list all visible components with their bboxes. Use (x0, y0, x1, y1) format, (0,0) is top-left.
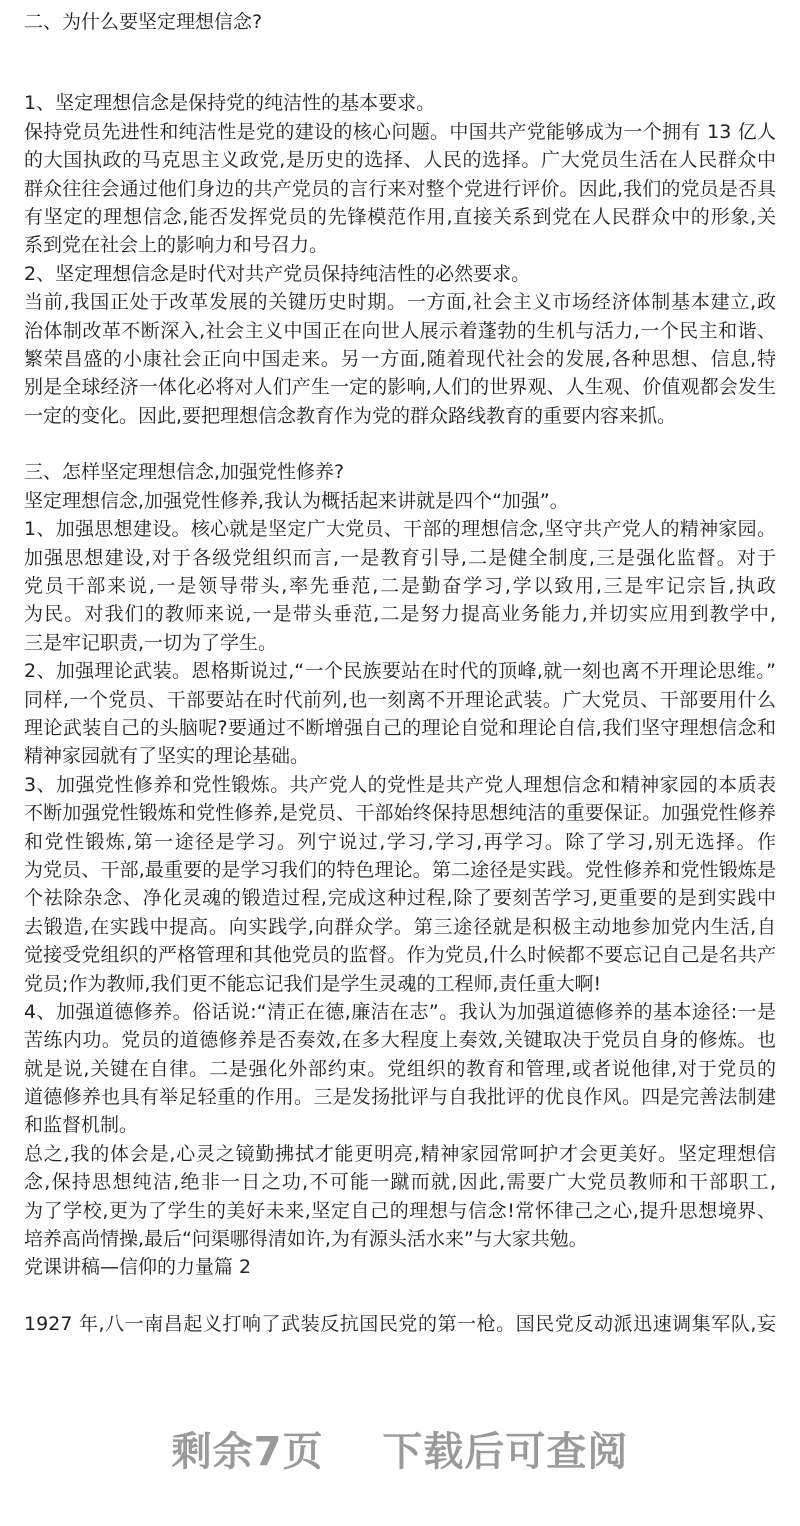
paragraph (24, 288, 776, 430)
text-line: 总之,我的体会是,心灵之镜勤拂拭才能更明亮,精神家园常呵护才会更美好。坚定理想信 (24, 1142, 776, 1165)
text-line: 为党员、干部,最重要的是学习我们的特色理论。第二途径是实践。党性修养和党性锻炼是 (24, 858, 776, 881)
text-line: 坚定理想信念,加强党性修养,我认为概括起来讲就是四个“加强”。 (24, 489, 569, 512)
text-line: 培养高尚情操,最后“问渠哪得清如许,为有源头活水来”与大家共勉。 (24, 1228, 588, 1251)
text-line: 的大国执政的马克思主义政党,是历史的选择、人民的选择。广大党员生活在人民群众中 (24, 149, 776, 172)
text-line: 治体制改革不断深入,社会主义中国正在向世人展示着蓬勃的生机与活力,一个民主和谐、 (24, 319, 776, 342)
remaining-pages-label: 剩余7页 (171, 1429, 324, 1475)
text-line: 1、坚定理想信念是保持党的纯洁性的基本要求。 (24, 92, 436, 115)
text-line: 党员干部来说,一是领导带头,率先垂范,二是勤奋学习,学以致用,三是牢记宗旨,执政 (24, 575, 776, 598)
text-line: 有坚定的理想信念,能否发挥党员的先锋模范作用,直接关系到党在人民群众中的形象,关 (24, 205, 776, 228)
text-line: 加强思想建设,对于各级党组织而言,一是教育引导,二是健全制度,三是强化监督。对于 (24, 546, 776, 569)
paragraph (24, 1140, 776, 1254)
text-line: 2、加强理论武装。恩格斯说过,“一个民族要站在时代的顶峰,就一刻也离不开理论思维。” (24, 660, 776, 683)
text-line: 三、怎样坚定理想信念,加强党性修养? (24, 461, 345, 484)
text-line: 觉接受党组织的严格管理和其他党员的监督。作为党员,什么时候都不要忘记自己是名共产 (24, 944, 776, 967)
text-line: 和监督机制。 (24, 1114, 139, 1137)
paragraph (24, 8, 776, 36)
paragraph (24, 118, 776, 260)
text-line: 2、坚定理想信念是时代对共产党员保持纯洁性的必然要求。 (24, 262, 531, 285)
text-line: 群众往往会通过他们身边的共产党员的言行来对整个党进行评价。因此,我们的党员是否具 (24, 177, 776, 200)
text-line: 去锻造,在实践中提高。向实践学,向群众学。第三途径就是积极主动地参加党内生活,自 (24, 915, 776, 938)
paragraph (24, 771, 776, 998)
text-line: 繁荣昌盛的小康社会正向中国走来。另一方面,随着现代社会的发展,各种思想、信息,特 (24, 347, 776, 370)
text-line: 理论武装自己的头脑呢?要通过不断增强自己的理论自觉和理论自信,我们坚守理想信念和 (24, 716, 776, 739)
paragraph (24, 515, 776, 657)
text-line: 1927 年,八一南昌起义打响了武装反抗国民党的第一枪。国民党反动派迅速调集军队,妄 (24, 1313, 776, 1336)
paragraph (24, 260, 776, 288)
text-line: 3、加强党性修养和党性锻炼。共产党人的党性是共产党人理想信念和精神家园的本质表 (24, 773, 776, 796)
text-line: 1、加强思想建设。核心就是坚定广大党员、干部的理想信念,坚守共产党人的精神家园。 (24, 518, 776, 541)
text-line: 个祛除杂念、净化灵魂的锻造过程,完成这种过程,除了要刻苦学习,更重要的是到实践中 (24, 887, 776, 910)
paragraph (24, 998, 776, 1140)
text-line: 一定的变化。因此,要把理想信念教育作为党的群众路线教育的重要内容来抓。 (24, 404, 677, 427)
text-line: 就是说,关键在自律。二是强化外部约束。党组织的教育和管理,或者说他律,对于党员的 (24, 1057, 776, 1080)
text-line: 为了学校,更为了学生的美好未来,坚定自己的理想与信念!常怀律己之心,提升思想境界、 (24, 1199, 776, 1222)
text-line: 别是全球经济一体化必将对人们产生一定的影响,人们的世界观、人生观、价值观都会发生 (24, 376, 776, 399)
text-line: 同样,一个党员、干部要站在时代前列,也一刻离不开理论武装。广大党员、干部要用什么 (24, 688, 776, 711)
paragraph (24, 1310, 776, 1338)
document-body (24, 8, 776, 1339)
text-line: 三是牢记职责,一切为了学生。 (24, 631, 278, 654)
download-prompt[interactable] (0, 1420, 800, 1477)
text-line: 当前,我国正处于改革发展的关键历史时期。一方面,社会主义市场经济体制基本建立,政 (24, 291, 776, 314)
text-line: 二、为什么要坚定理想信念? (24, 11, 263, 33)
download-to-view-label[interactable]: 下载后可查阅 (382, 1429, 629, 1475)
text-line: 党员;作为教师,我们更不能忘记我们是学生灵魂的工程师,责任重大啊! (24, 972, 602, 995)
text-line: 念,保持思想纯洁,绝非一日之功,不可能一蹴而就,因此,需要广大党员教师和干部职工, (24, 1171, 776, 1194)
blank-line (24, 36, 776, 89)
text-line: 不断加强党性锻炼和党性修养,是党员、干部始终保持思想纯洁的重要保证。加强党性修养 (24, 802, 776, 825)
text-line: 保持党员先进性和纯洁性是党的建设的核心问题。中国共产党能够成为一个拥有 13 亿人 (24, 120, 776, 143)
text-line: 苦练内功。党员的道德修养是否奏效,在多大程度上奏效,关键取决于党员自身的修炼。也 (24, 1029, 776, 1052)
text-line: 4、加强道德修养。俗话说:“清正在德,廉洁在志”。我认为加强道德修养的基本途径:一是 (24, 1000, 776, 1023)
blank-line (24, 430, 776, 458)
text-line: 精神家园就有了坚实的理论基础。 (24, 745, 310, 768)
text-line: 系到党在社会上的影响力和号召力。 (24, 234, 329, 257)
paragraph (24, 487, 776, 515)
text-line: 为民。对我们的教师来说,一是带头垂范,二是努力提高业务能力,并切实应用到教学中, (24, 603, 776, 626)
paragraph (24, 1253, 776, 1281)
text-line: 道德修养也具有举足轻重的作用。三是发扬批评与自我批评的优良作风。四是完善法制建 (24, 1086, 776, 1109)
blank-line (24, 1282, 776, 1310)
text-line: 党课讲稿—信仰的力量篇 2 (24, 1256, 252, 1279)
text-line: 和党性锻炼,第一途径是学习。列宁说过,学习,学习,再学习。除了学习,别无选择。作 (24, 830, 776, 853)
paragraph (24, 458, 776, 486)
paragraph (24, 657, 776, 771)
paragraph (24, 89, 776, 117)
